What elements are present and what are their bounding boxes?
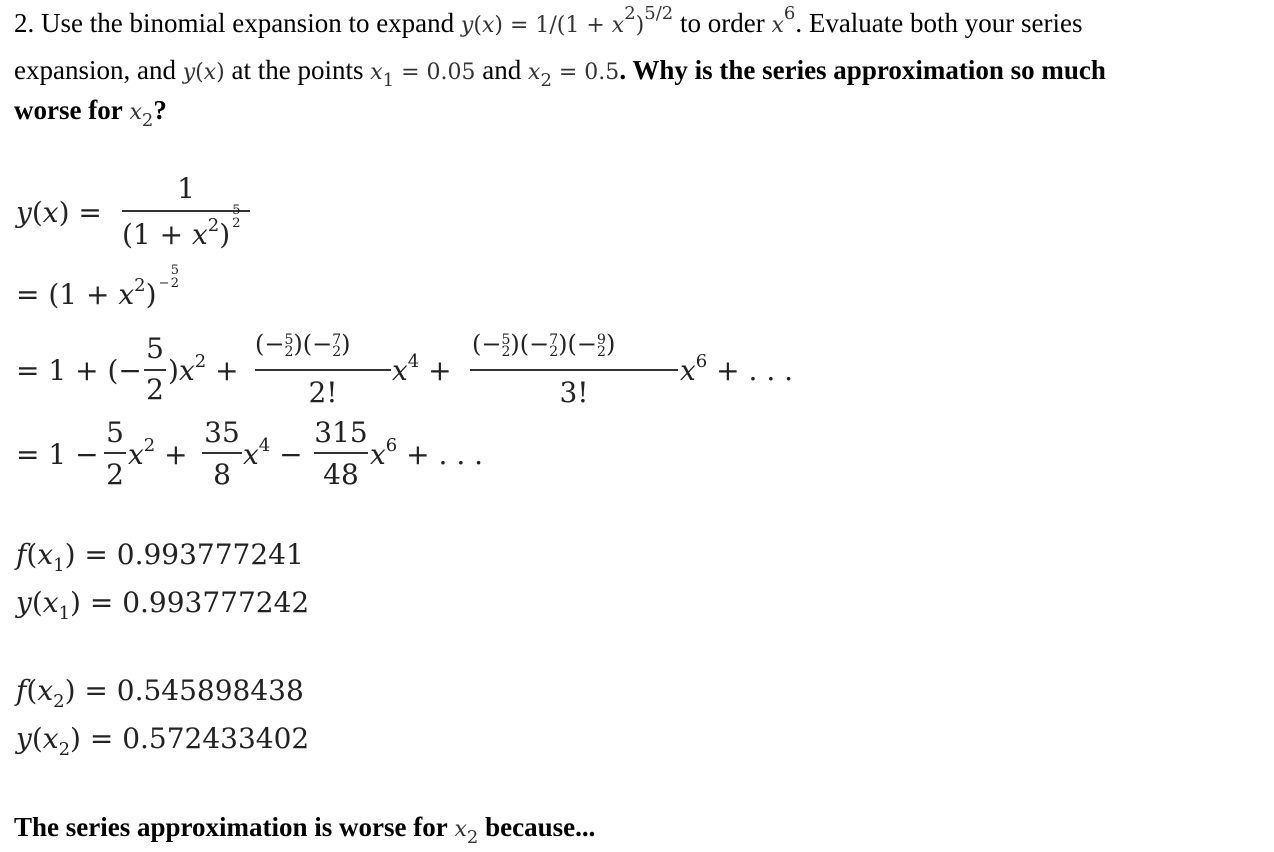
question-bold-why: . Why is the series approximation so much xyxy=(619,55,1106,85)
eq4-x2-term: $x^2$ + xyxy=(128,435,188,471)
eq1-denominator: $(1 + x^2)5$ 2 xyxy=(122,203,241,251)
question-line-3 xyxy=(14,95,167,131)
eq3-x6-term: $x^6$ + . . . xyxy=(680,351,794,387)
eq3-x4-term: $x^4$ + xyxy=(392,351,452,387)
eq4-bar-b xyxy=(202,452,242,454)
conclusion-x2: $x_2$ xyxy=(454,817,479,848)
eq4-bar-a xyxy=(104,452,126,454)
eq3-two-factorial: 2! xyxy=(308,376,338,409)
eq4-frac-315: 315 xyxy=(314,416,368,449)
question-bold-worse: worse for xyxy=(14,95,123,125)
eq4-frac-2: 2 xyxy=(106,458,124,491)
y-x1-value: $y(x_1) = 0.993777242$ xyxy=(16,586,310,624)
eq3-bar-c xyxy=(470,369,678,371)
eq3-frac-5-over-2: 5 xyxy=(146,332,164,365)
f-x2-value: $f(x_2) = 0.545898438$ xyxy=(16,674,304,712)
order-expression: $x^6$ xyxy=(771,3,796,38)
eq4-frac-48: 48 xyxy=(323,458,359,491)
eq4-frac-5: 5 xyxy=(106,416,124,449)
f-x1-value: $f(x_1) = 0.993777241$ xyxy=(16,538,304,576)
conclusion-text-a: The series approximation is worse for xyxy=(14,812,448,842)
eq1-fraction-bar xyxy=(122,210,250,212)
question-text-and: and xyxy=(482,55,522,85)
conclusion-text-b: because... xyxy=(485,812,596,842)
x1-expression: $x_1 = 0.05$ xyxy=(370,60,476,91)
eq4-frac-35: 35 xyxy=(204,416,240,449)
eq3-coeff2-numerator: (−5 2)(−7 2) xyxy=(255,330,351,360)
question-text: Use the binomial expansion to expand xyxy=(41,8,455,38)
question-text-order: to order xyxy=(679,8,765,38)
y-of-x-expression: y(x) xyxy=(182,60,225,85)
eq4-frac-8: 8 xyxy=(213,458,231,491)
question-text-points: at the points xyxy=(231,55,364,85)
eq3-x2-term: )$x^2$ + xyxy=(168,351,239,387)
eq3-bar-b xyxy=(255,369,391,371)
eq3-lead: = 1 + (− xyxy=(16,354,142,387)
eq4-x4-term: $x^4$ − xyxy=(243,435,303,471)
function-expression: $y(x) = 1/(1 + x^2)^{5/2}$ xyxy=(460,3,674,38)
eq4-x6-term: $x^6$ + . . . xyxy=(370,435,484,471)
question-line-2 xyxy=(14,55,1106,91)
eq3-coeff3-numerator: (−5 2)(−7 2)(−9 2) xyxy=(472,330,616,360)
eq3-bar-a xyxy=(144,369,166,371)
question-text-expansion: expansion, and xyxy=(14,55,176,85)
question-line-1 xyxy=(14,3,1083,38)
x2-expression: $x_2 = 0.5$ xyxy=(528,60,620,91)
x2-symbol: $x_2$ xyxy=(129,100,154,131)
eq4-lead: = 1 − xyxy=(16,438,99,471)
y-x2-value: $y(x_2) = 0.572433402$ xyxy=(16,722,310,760)
question-text-evaluate: . Evaluate both your series xyxy=(795,8,1083,38)
eq3-three-factorial: 3! xyxy=(559,376,589,409)
eq3-frac-den-2: 2 xyxy=(146,373,164,406)
eq1-numerator: 1 xyxy=(177,172,195,205)
eq4-bar-c xyxy=(314,452,368,454)
eq2: = $(1 + x^2)$ − 5 2 xyxy=(16,263,180,311)
conclusion xyxy=(14,812,596,848)
eq1-lhs: y(x) = xyxy=(16,196,102,229)
question-number: 2. xyxy=(14,8,35,38)
question-mark: ? xyxy=(153,95,167,125)
